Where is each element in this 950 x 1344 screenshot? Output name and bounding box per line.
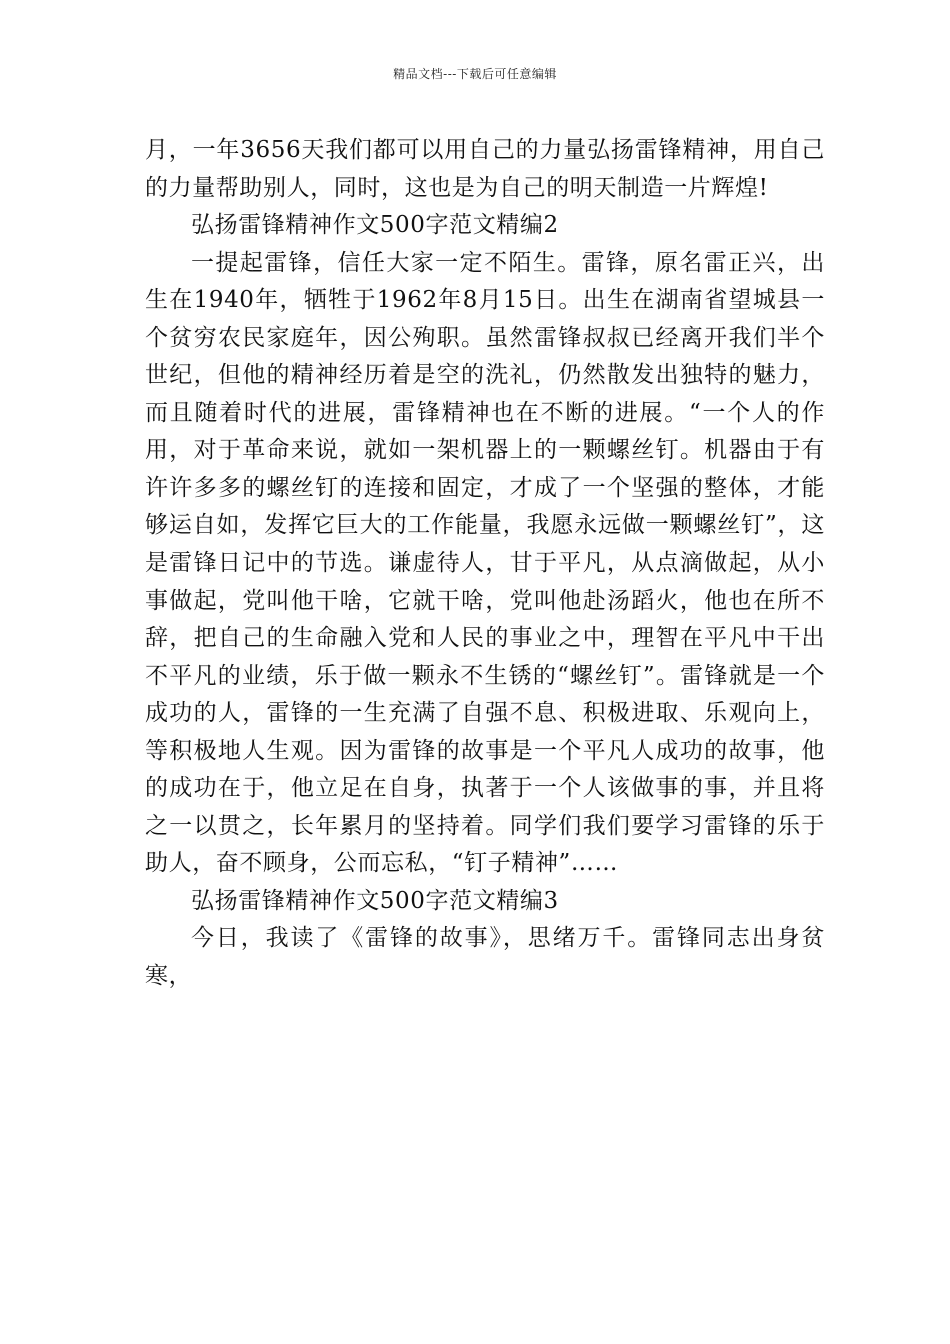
page-header: 精品文档---下载后可任意编辑 [393,67,557,81]
paragraph-section-3: 今日，我读了《雷锋的故事》，思绪万千。雷锋同志出身贫寒， [145,925,825,990]
section-heading-2: 弘扬雷锋精神作文500字范文精编2 [191,212,559,239]
article-body [145,132,825,996]
paragraph-continuation: 月，一年3656天我们都可以用自己的力量弘扬雷锋精神，用自己的力量帮助别人，同时，这也是为自己的明天制造一片辉煌! [145,137,825,201]
paragraph-section-2: 一提起雷锋，信任大家一定不陌生。雷锋，原名雷正兴，出生在1940年，牺牲于1962年8月15日。出生在湖南省望城县一个贫穷农民家庭年，因公殉职。虽然雷锋叔叔已经离开我们半个世纪，但他的精神经历着是空的洗礼，仍然散发出独特的魅力，而且随着时代的进展，雷锋精神也在不断的进展。“一个人的作用，对于革命来说，就如一架机器上的一颗螺丝钉。机器由于有许许多多的螺丝钉的连接和固定，才成了一个坚强的整体，才能够运自如，发挥它巨大的工作能量，我愿永远做一颗螺丝钉”，这是雷锋日记中的节选。谦虚待人，甘于平凡，从点滴做起，从小事做起，党叫他干啥，它就干啥，党叫他赴汤蹈火，他也在所不辞，把自己的生命融入党和人民的事业之中，理智在平凡中干出不平凡的业绩，乐于做一颗永不生锈的“螺丝钉”。雷锋就是一个成功的人，雷锋的一生充满了自强不息、积极进取、乐观向上，等积极地人生观。因为雷锋的故事是一个平凡人成功的故事，他的成功在于，他立足在自身，执著于一个人该做事的事，并且将之一以贯之，长年累月的坚持着。同学们我们要学习雷锋的乐于助人，奋不顾身，公而忘私，“钉子精神”…… [145,249,825,877]
section-heading-3: 弘扬雷锋精神作文500字范文精编3 [191,887,559,914]
